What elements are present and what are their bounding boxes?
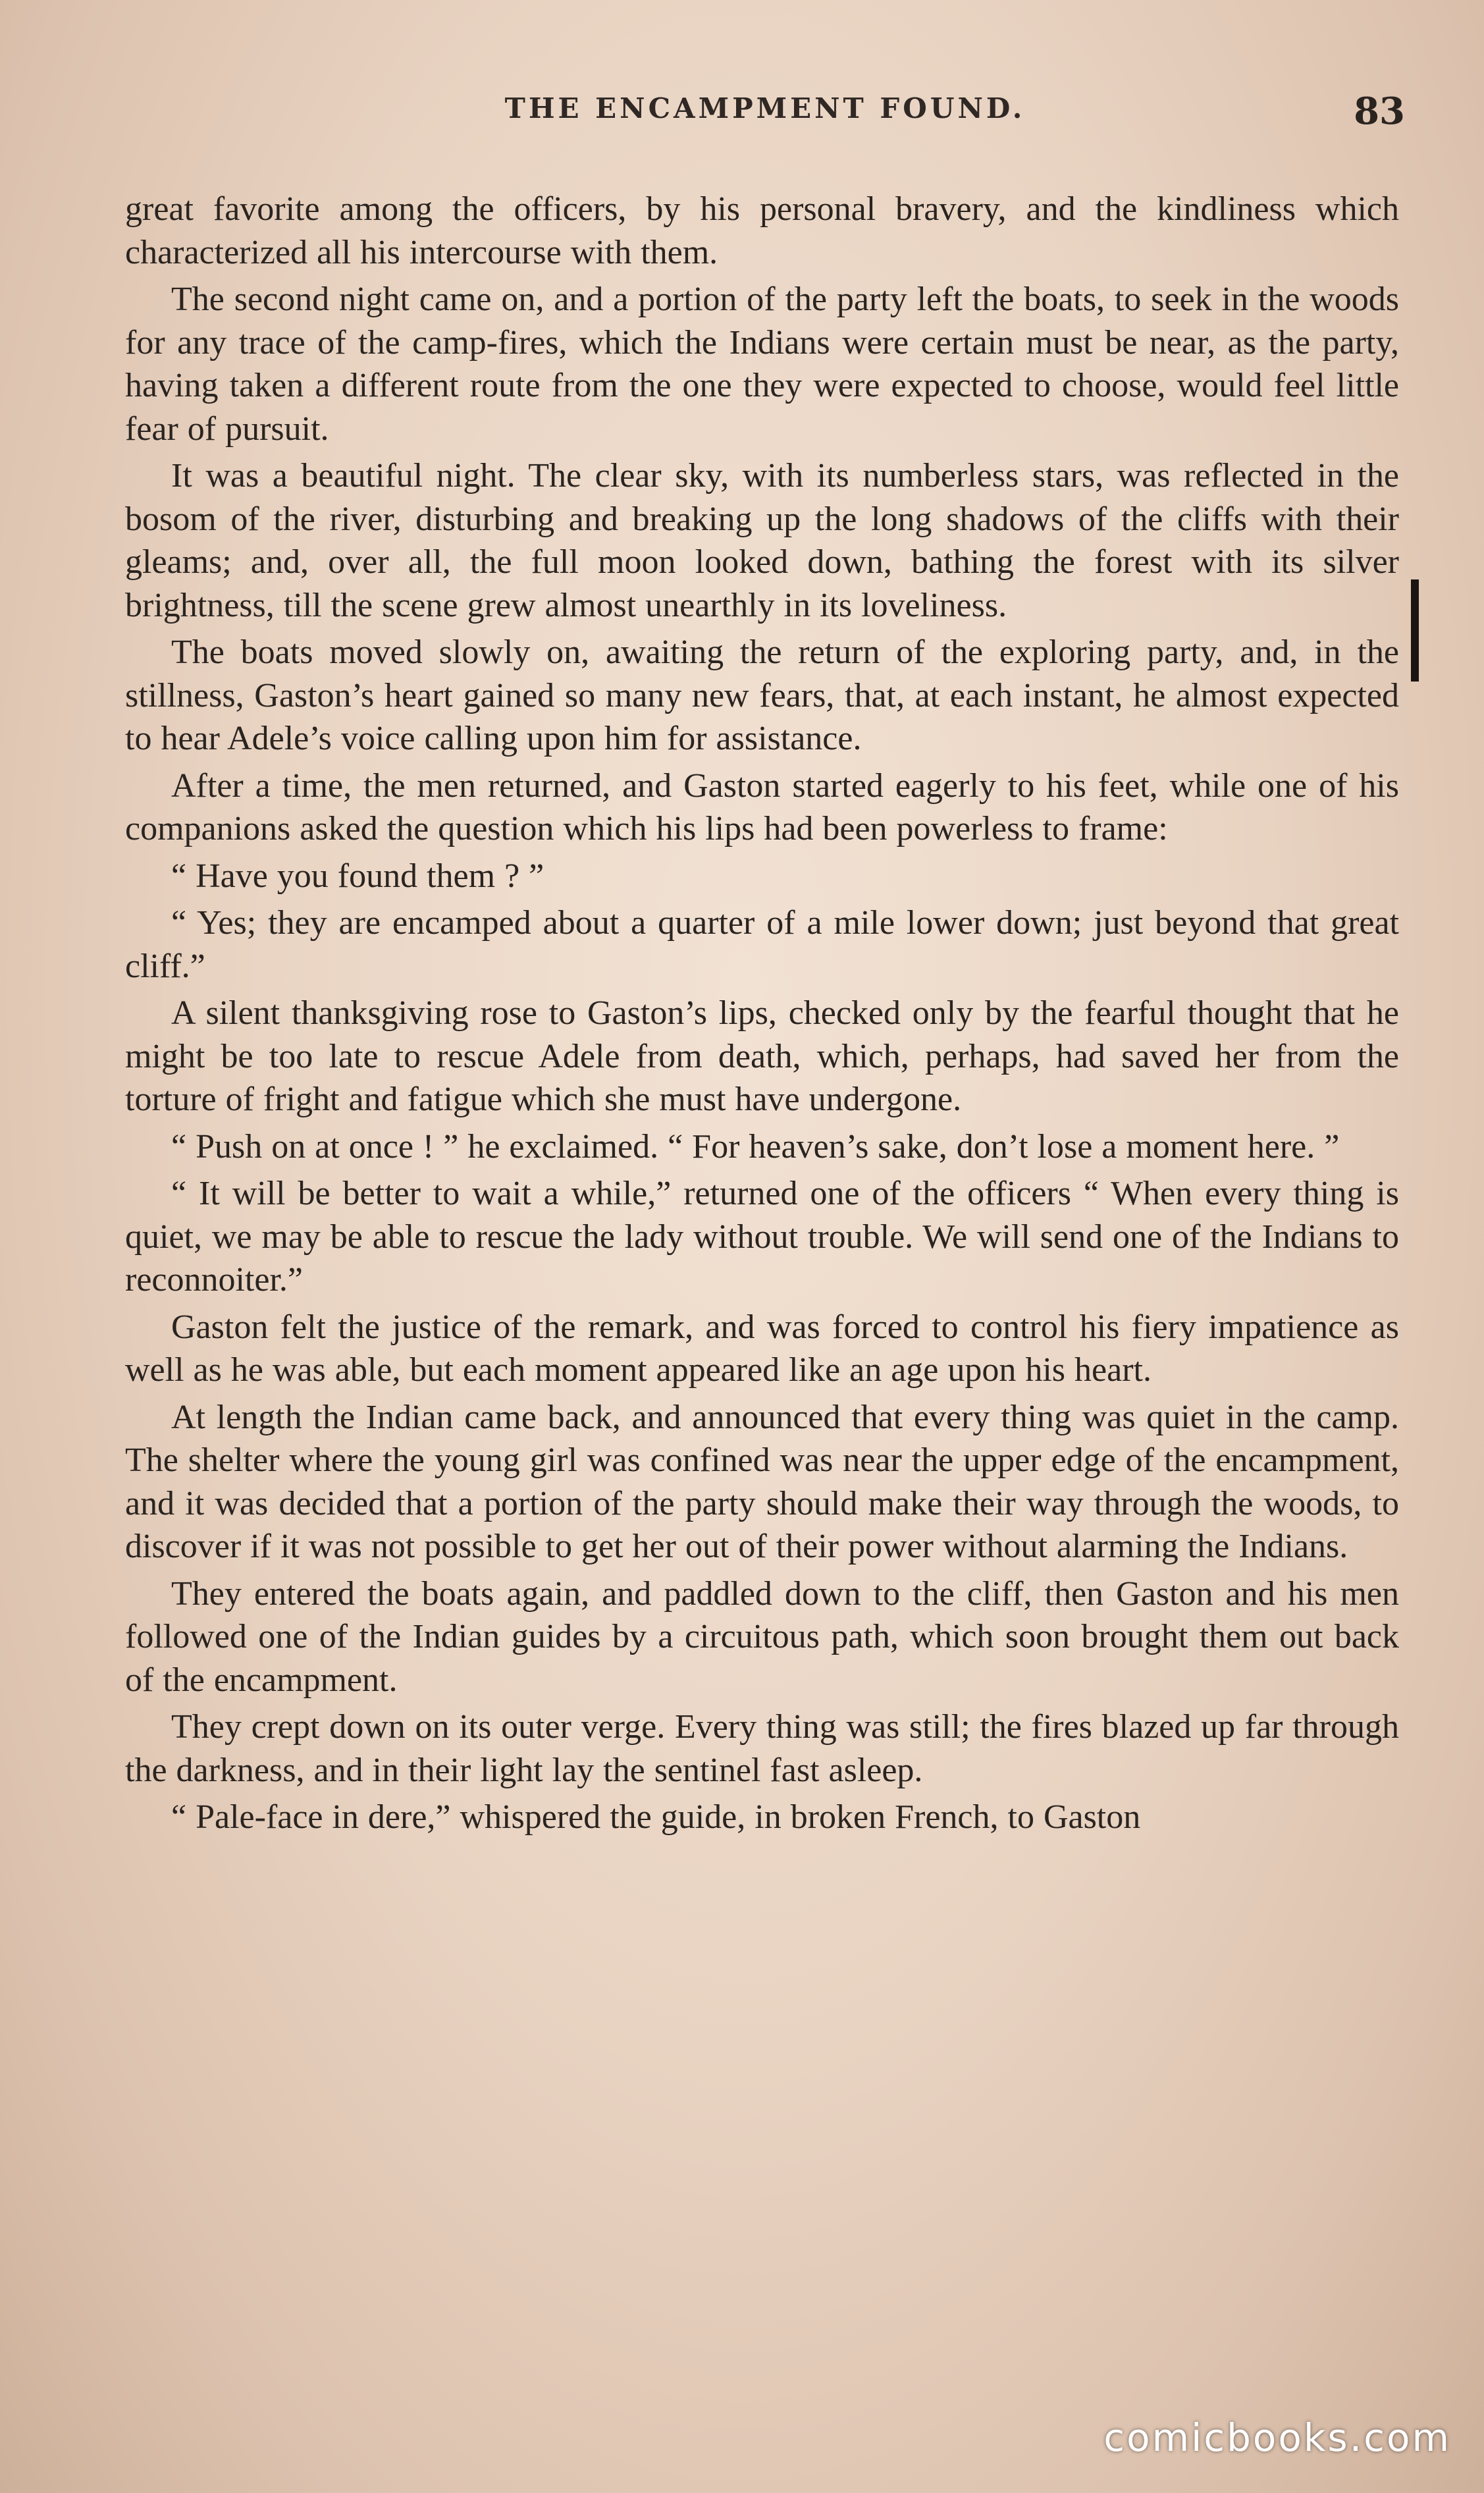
paragraph: great favorite among the officers, by his personal bravery, and the kindliness which characterized all his intercourse with them. — [125, 190, 1399, 271]
paragraph: The boats moved slowly on, awaiting the return of the exploring party, and, in the stillness, Gaston’s heart gained so many new fears, that, at each instant, he almost expected to hear Adele’s voice calling upon him for assistance. — [125, 633, 1399, 757]
body-text — [125, 188, 1399, 1843]
paragraph: It was a beautiful night. The clear sky, with its numberless stars, was reflected in the bosom of the river, disturbing and breaking up the long shadows of the cliffs with their gleams; and, over all, the full moon looked down, bathing the forest with its silver brightness, till the scene grew almost unearthly in its loveliness. — [125, 457, 1399, 624]
paragraph: “ Yes; they are encamped about a quarter of a mile lower down; just beyond that great cliff.” — [125, 904, 1399, 985]
paragraph: “ Have you found them ? ” — [171, 857, 544, 895]
watermark: comicbooks.com — [1103, 2415, 1451, 2460]
paragraph: Gaston felt the justice of the remark, and was forced to control his fiery impatience as well as he was able, but each moment appeared like an age upon his heart. — [125, 1308, 1399, 1389]
paragraph: They entered the boats again, and paddled down to the cliff, then Gaston and his men followed one of the Indian guides by a circuitous path, which soon brought them out back of the encampment. — [125, 1574, 1399, 1699]
paragraph: The second night came on, and a portion of the party left the boats, to seek in the woods for any trace of the camp-fires, which the Indians were certain must be near, as the party, having taken a different route from the one they were expected to choose, would feel little fear of pursuit. — [125, 281, 1399, 448]
page-number: 83 — [1354, 90, 1405, 133]
paragraph: After a time, the men returned, and Gaston started eagerly to his feet, while one of his companions asked the question which his lips had been powerless to frame: — [125, 766, 1399, 847]
paragraph: They crept down on its outer verge. Every thing was still; the fires blazed up far through the darkness, and in their light lay the sentinel fast asleep. — [125, 1708, 1399, 1789]
paragraph: A silent thanksgiving rose to Gaston’s lips, checked only by the fearful thought that he might be too late to rescue Adele from death, which, perhaps, had saved her from the torture of fright and fatigue which she must have undergone. — [125, 994, 1399, 1118]
paragraph: “ It will be better to wait a while,” returned one of the officers “ When every thing is quiet, we may be able to rescue the lady without trouble. We will send one of the Indians to reconnoiter.” — [125, 1175, 1399, 1299]
running-title: THE ENCAMPMENT FOUND. — [504, 92, 1026, 124]
running-head — [125, 92, 1405, 145]
paragraph: “ Pale-face in dere,” whispered the guide, in broken French, to Gaston — [171, 1798, 1141, 1836]
paragraph: At length the Indian came back, and announced that every thing was quiet in the camp. The shelter where the young girl was confined was near the upper edge of the encampment, and it was decided that a portion of the party should make their way through the woods, to discover if it was not possible to get her out of their power without alarming the Indians. — [125, 1398, 1399, 1565]
paragraph: “ Push on at once ! ” he exclaimed. “ For heaven’s sake, don’t lose a moment here. ” — [171, 1127, 1340, 1166]
margin-mark — [1411, 579, 1419, 682]
